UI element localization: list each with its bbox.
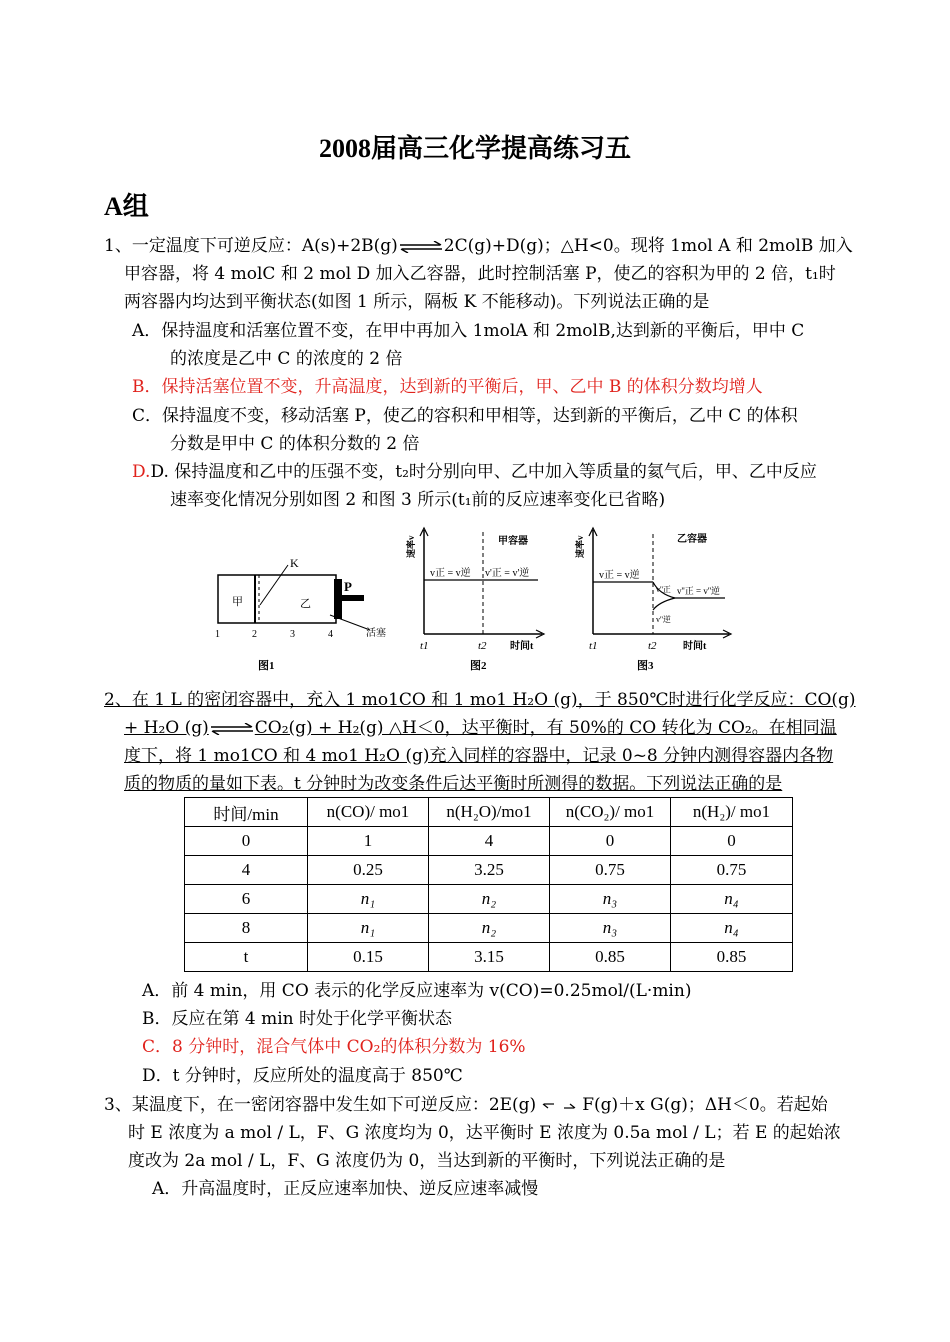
q2-option-c: C．8 分钟时，混合气体中 CO₂的体积分数为 16% (142, 1037, 526, 1057)
section-heading: A组 (104, 192, 149, 221)
equilibrium-arrow-icon (536, 1100, 582, 1112)
table-row (185, 856, 793, 885)
fig1-tick-2: 2 (252, 629, 257, 640)
table-cell: 4 (185, 856, 308, 885)
fig1-tick-1: 1 (215, 629, 220, 640)
table-cell: 0.75 (671, 856, 793, 885)
table-header: n(H₂)/ mo1 (671, 798, 793, 827)
fig2-x-label: 时间t (510, 641, 534, 652)
q1-option-d (132, 462, 817, 482)
q2-line1: 2、在 1 L 的密闭容器中，充入 1 mo1CO 和 1 mo1 H₂O (g)，于 850℃时进行化学反应：CO(g) (104, 690, 856, 710)
table-cell: n₄ (671, 914, 793, 943)
table-cell: 0.85 (671, 943, 793, 972)
table-cell: 0.25 (308, 856, 429, 885)
q1-line1-part2: 2C(g)+D(g)；△H<0。现将 1mol A 和 2molB 加入 (443, 236, 853, 256)
equilibrium-arrow-icon (209, 723, 255, 735)
table-cell: 0.15 (308, 943, 429, 972)
q3-line2: 时 E 浓度为 a mol / L，F、G 浓度均为 0，达平衡时 E 浓度为 0.5a mol / L；若 E 的起始浓 (128, 1123, 841, 1143)
q3-line1-part1: 3、某温度下，在一密闭容器中发生如下可逆反应：2E(g) (104, 1095, 537, 1115)
table-cell: n₂ (429, 885, 550, 914)
fig3-eq-before: v正 = v逆 (599, 570, 640, 581)
table-row (185, 914, 793, 943)
q1-line1 (104, 236, 853, 256)
fig1-tick-3: 3 (290, 629, 295, 640)
q2-option-a: A．前 4 min，用 CO 表示的化学反应速率为 v(CO)=0.25mol/(L·min) (142, 981, 692, 1001)
fig2-t2-label: t2 (478, 640, 487, 652)
q2-line2-part1: + H₂O (g) (124, 718, 209, 738)
table-cell: 0.85 (550, 943, 671, 972)
table-cell: 6 (185, 885, 308, 914)
q2-line4: 质的物质的量如下表。t 分钟时为改变条件后达平衡时所测得的数据。下列说法正确的是 (124, 774, 783, 794)
table-cell: t (185, 943, 308, 972)
q1-option-d-text: D. 保持温度和乙中的压强不变，t₂时分别向甲、乙中加入等质量的氦气后，甲、乙中反应 (150, 462, 817, 482)
fig1-p-label: P (344, 579, 352, 594)
fig3-t2-label: t2 (648, 640, 657, 652)
q1-option-a: A．保持温度和活塞位置不变，在甲中再加入 1molA 和 2molB,达到新的平衡后，甲中 C (132, 321, 805, 341)
q1-line1-part1: 1、一定温度下可逆反应：A(s)+2B(g) (104, 236, 398, 256)
fig1-tick-4: 4 (328, 629, 333, 640)
table-cell: 0 (671, 827, 793, 856)
fig3-caption: 图3 (637, 660, 654, 672)
fig3-eq-after: v''正 = v''逆 (677, 586, 721, 596)
table-cell: n₁ (308, 914, 429, 943)
table-cell: 0 (185, 827, 308, 856)
equilibrium-arrow-icon (398, 241, 444, 253)
table-header: n(CO₂)/ mo1 (550, 798, 671, 827)
q1-option-c: C．保持温度不变，移动活塞 P，使乙的容积和甲相等，达到新的平衡后，乙中 C 的体积 (132, 406, 798, 426)
q1-option-c-cont: 分数是甲中 C 的体积分数的 2 倍 (170, 434, 420, 454)
fig3-v-reverse-label: v''逆 (656, 615, 671, 624)
table-cell: 4 (429, 827, 550, 856)
q1-line3: 两容器内均达到平衡状态(如图 1 所示，隔板 K 不能移动)。下列说法正确的是 (124, 292, 710, 312)
fig3-title: 乙容器 (677, 534, 707, 545)
q1-option-d-cont: 速率变化情况分别如图 2 和图 3 所示(t₁前的反应速率变化已省略) (170, 490, 666, 510)
table-cell: 3.15 (429, 943, 550, 972)
q2-line2-part2: CO₂(g) + H₂(g) △H＜0，达平衡时，有 50%的 CO 转化为 CO₂。在相同温 (254, 718, 837, 738)
page-title: 2008届高三化学提高练习五 (318, 134, 631, 163)
table-cell: 1 (308, 827, 429, 856)
q3-line1-part2: F(g)＋x G(g)；ΔH＜0。若起始 (582, 1095, 828, 1115)
q2-line3: 度下，将 1 mo1CO 和 4 mo1 H₂O (g)充入同样的容器中，记录 0~8 分钟内测得容器内各物 (124, 746, 834, 766)
table-header: 时间/min (185, 798, 308, 827)
table-row (185, 827, 793, 856)
q3-option-a: A．升高温度时，正反应速率加快、逆反应速率减慢 (152, 1179, 539, 1199)
q3-line1 (104, 1095, 828, 1115)
fig2-eq-after: v'正 = v'逆 (485, 568, 530, 579)
fig1-yi-label: 乙 (300, 598, 311, 610)
q2-option-b: B．反应在第 4 min 时处于化学平衡状态 (142, 1009, 453, 1029)
table-cell: n₃ (550, 914, 671, 943)
table-cell: n₂ (429, 914, 550, 943)
fig2-y-label: 速率v (406, 535, 416, 558)
table-row (185, 885, 793, 914)
q2-line2 (124, 718, 837, 738)
q1-option-d-letter: D. (132, 462, 151, 482)
table-cell: 3.25 (429, 856, 550, 885)
table-cell: n₄ (671, 885, 793, 914)
fig3-t1-label: t1 (589, 640, 598, 652)
fig2-caption: 图2 (470, 660, 487, 672)
fig2-eq-before: v正 = v逆 (430, 568, 471, 579)
q1-option-b: B．保持活塞位置不变，升高温度，达到新的平衡后，甲、乙中 B 的体积分数均增人 (132, 377, 763, 397)
table-header: n(H₂O)/mo1 (429, 798, 550, 827)
fig2-t1-label: t1 (420, 640, 429, 652)
table-cell: 0.75 (550, 856, 671, 885)
table-row (185, 943, 793, 972)
fig1-piston-label: 活塞 (366, 628, 386, 639)
fig3-v-forward-label: v''正 (656, 585, 671, 594)
q1-option-a-cont: 的浓度是乙中 C 的浓度的 2 倍 (170, 349, 403, 369)
fig1-caption: 图1 (258, 660, 275, 672)
table-cell: 0 (550, 827, 671, 856)
fig1-k-label: K (290, 556, 299, 570)
q1-line2: 甲容器，将 4 molC 和 2 mol D 加入乙容器，此时控制活塞 P，使乙的容积为甲的 2 倍，t₁时 (124, 264, 836, 284)
table-cell: n₁ (308, 885, 429, 914)
table-cell: 8 (185, 914, 308, 943)
fig3-y-label: 速率v (575, 535, 585, 558)
fig1-jia-label: 甲 (232, 596, 243, 608)
table-cell: n₃ (550, 885, 671, 914)
table-header-row (185, 798, 793, 827)
q2-data-table (184, 797, 793, 972)
fig3-x-label: 时间t (683, 641, 707, 652)
q3-line3: 度改为 2a mol / L，F、G 浓度仍为 0，当达到新的平衡时，下列说法正确的是 (128, 1151, 726, 1171)
table-header: n(CO)/ mo1 (308, 798, 429, 827)
fig2-title: 甲容器 (498, 536, 528, 547)
figure-2-rate-chart (390, 522, 555, 674)
figure-3-rate-chart (565, 524, 745, 674)
figure-1-container-diagram (210, 555, 395, 673)
q2-option-d: D．t 分钟时，反应所处的温度高于 850℃ (142, 1066, 463, 1086)
